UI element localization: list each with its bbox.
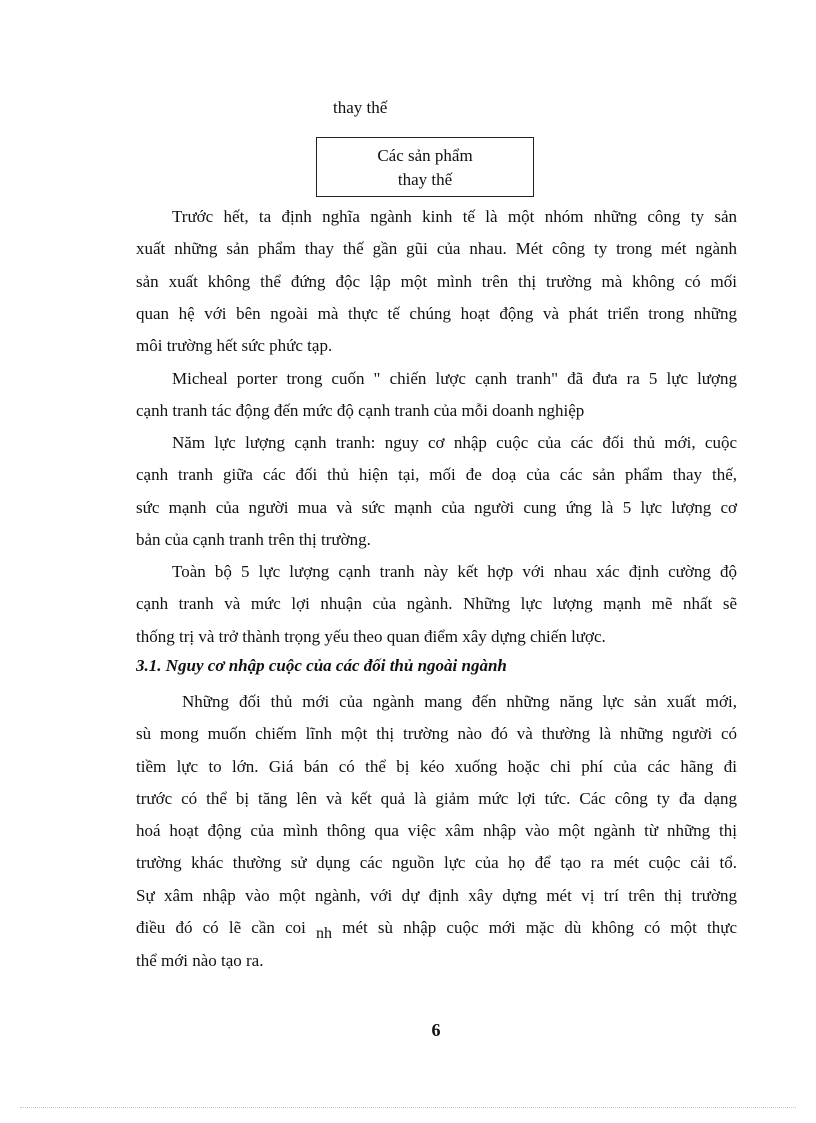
text-line: thể mới nào tạo ra. (136, 951, 264, 971)
box-line-2: thay thế (397, 170, 453, 189)
substitute-products-box (316, 137, 534, 197)
text-line (136, 912, 737, 945)
text-line: bản của cạnh tranh trên thị trường. (136, 529, 371, 549)
text-line: cạnh tranh tác động đến mức độ cạnh tranh của mỗi doanh nghiệp (136, 401, 585, 421)
text-line: sức mạnh của người mua và sức mạnh của người cung ứng là 5 lực lượng cơ (136, 497, 737, 517)
text-line: Những đối thủ mới của ngành mang đến những năng lực sản xuất mới, (182, 692, 737, 711)
line-8-start: điều đó có lẽ cần coi (136, 918, 306, 938)
paragraph-combined-forces (136, 556, 737, 653)
text-line: hoá hoạt động của mình thông qua việc xâm nhập vào một ngành từ những thị (136, 821, 737, 841)
text-line: trước có thể bị tăng lên và kết quả là giảm mức lợi tức. Các công ty đa dạng (136, 788, 737, 808)
paragraph-five-forces (136, 427, 737, 556)
page-number: 6 (431, 1020, 441, 1040)
text-line: Trước hết, ta định nghĩa ngành kinh tế là một nhóm những công ty sản (172, 207, 737, 226)
footer-dotted-divider (20, 1107, 796, 1108)
text-line: Micheal porter trong cuốn " chiến lược cạnh tranh" đã đưa ra 5 lực lượng (172, 369, 737, 388)
text-line: cạnh tranh giữa các đối thủ hiện tại, mối đe doạ của các sản phẩm thay thế, (136, 465, 737, 485)
text-line: sù mong muốn chiếm lĩnh một thị trường nào đó và thường là những người có (136, 724, 737, 744)
paragraph-industry-definition (136, 201, 737, 362)
text-line: tiềm lực to lớn. Giá bán có thể bị kéo xuống hoặc chi phí của các hãng đi (136, 756, 737, 776)
text-line: Toàn bộ 5 lực lượng cạnh tranh này kết hợp với nhau xác định cường độ (172, 562, 737, 581)
box-line-1: Các sản phẩm (377, 146, 473, 165)
text-line: sản xuất không thể đứng độc lập một mình trên thị trường mà không có mối (136, 271, 737, 291)
text-line: thống trị và trở thành trọng yếu theo quan điểm xây dựng chiến lược. (136, 626, 606, 646)
text-line: môi trường hết sức phức tạp. (136, 336, 333, 356)
paragraph-new-entrants (136, 686, 737, 978)
text-line: Sự xâm nhập vào một ngành, với dự định xây dựng mét vị trí trên thị trường (136, 885, 737, 905)
text-line: quan hệ với bên ngoài mà thực tế chúng hoạt động và phát triển trong những (136, 303, 737, 323)
stray-subscript-text: nh (316, 925, 333, 943)
diagram-fragment-text: thay thế (333, 98, 388, 117)
paragraph-porter (136, 363, 737, 428)
text-line: cạnh tranh và mức lợi nhuận của ngành. Những lực lượng mạnh mẽ nhất sẽ (136, 594, 737, 614)
line-8-end: mét sù nhập cuộc mới mặc dù không có một thực (342, 918, 738, 938)
text-line: xuất những sản phẩm thay thế gần gũi của nhau. Mét công ty trong mét ngành (136, 239, 737, 259)
text-line: Năm lực lượng cạnh tranh: nguy cơ nhập cuộc của các đối thủ mới, cuộc (172, 433, 737, 452)
text-line: trường khác thường sử dụng các nguồn lực của họ để tạo ra mét cuộc cải tổ. (136, 853, 737, 873)
section-heading: 3.1. Nguy cơ nhập cuộc của các đối thủ ngoài ngành (136, 656, 507, 675)
